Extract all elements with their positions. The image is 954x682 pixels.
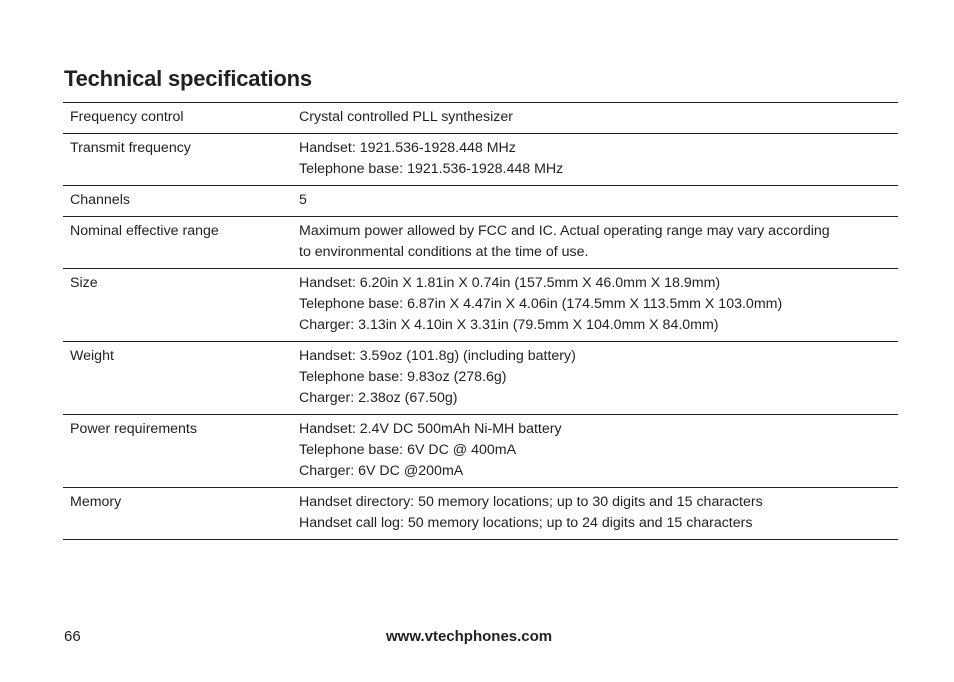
spec-label: Channels — [70, 192, 130, 208]
spec-label: Weight — [70, 348, 114, 364]
spec-row — [63, 269, 898, 342]
spec-value-line: Telephone base: 9.83oz (278.6g) — [299, 369, 507, 385]
footer-url: www.vtechphones.com — [386, 628, 553, 645]
spec-label: Transmit frequency — [70, 140, 191, 156]
page-title: Technical specifications — [64, 66, 312, 91]
spec-row — [63, 415, 898, 488]
spec-value-line: Telephone base: 6.87in X 4.47in X 4.06in (174.5mm X 113.5mm X 103.0mm) — [299, 296, 783, 312]
spec-row — [63, 488, 898, 540]
spec-label: Nominal effective range — [70, 223, 219, 239]
spec-label: Memory — [70, 494, 122, 510]
spec-row — [63, 134, 898, 186]
spec-value — [299, 415, 898, 488]
spec-value-line: Charger: 6V DC @200mA — [299, 463, 464, 479]
spec-value-line: Maximum power allowed by FCC and IC. Actual operating range may vary according — [299, 223, 830, 239]
spec-value — [299, 217, 898, 269]
spec-value — [299, 342, 898, 415]
spec-value — [299, 186, 898, 217]
spec-row — [63, 186, 898, 217]
spec-row — [63, 342, 898, 415]
spec-label: Power requirements — [70, 421, 197, 437]
specifications-table — [63, 102, 898, 540]
spec-label: Frequency control — [70, 109, 184, 125]
spec-value-line: Handset: 3.59oz (101.8g) (including battery) — [299, 348, 576, 364]
spec-value-line: Crystal controlled PLL synthesizer — [299, 109, 513, 125]
spec-value-line: Handset: 2.4V DC 500mAh Ni-MH battery — [299, 421, 562, 437]
spec-value-line: Charger: 3.13in X 4.10in X 3.31in (79.5mm X 104.0mm X 84.0mm) — [299, 317, 719, 333]
spec-value — [299, 269, 898, 342]
spec-value-line: Handset call log: 50 memory locations; up to 24 digits and 15 characters — [299, 515, 753, 531]
spec-value-line: Charger: 2.38oz (67.50g) — [299, 390, 458, 406]
spec-value-line: Telephone base: 6V DC @ 400mA — [299, 442, 517, 458]
spec-row — [63, 103, 898, 134]
spec-value-line: Handset directory: 50 memory locations; up to 30 digits and 15 characters — [299, 494, 763, 510]
spec-label: Size — [70, 275, 98, 291]
specifications-table-body — [63, 103, 898, 540]
spec-value-line: Telephone base: 1921.536-1928.448 MHz — [299, 161, 564, 177]
spec-value-line: 5 — [299, 192, 307, 208]
spec-value — [299, 488, 898, 540]
spec-value — [299, 134, 898, 186]
spec-value-line: Handset: 6.20in X 1.81in X 0.74in (157.5mm X 46.0mm X 18.9mm) — [299, 275, 721, 291]
page-number: 66 — [64, 628, 81, 645]
spec-value-line: to environmental conditions at the time of use. — [299, 244, 589, 260]
spec-row — [63, 217, 898, 269]
spec-value-line: Handset: 1921.536-1928.448 MHz — [299, 140, 516, 156]
spec-value — [299, 103, 898, 134]
